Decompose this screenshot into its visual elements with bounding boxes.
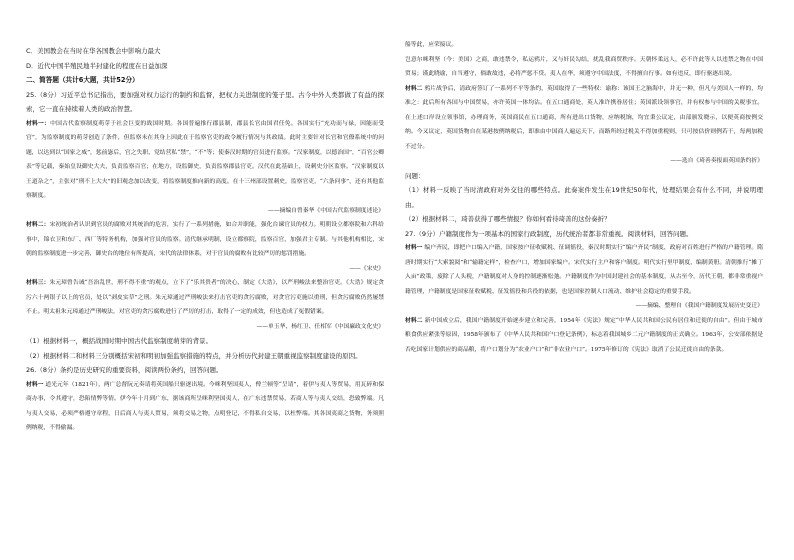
q27-material-1-source: ——摘编、整理自《我国户籍制度发展历史变迁》 [635,303,763,309]
material-text: 新中国成立后，我国户籍制度开始逐步建立和完善，1954年《宪法》规定“中华人民共和国公民有居住和迁徙的自由”。但由于城市粮食供应紧张等原因，1958年颁布了《中华人民共和国户口登记条例》，标志着我国城乡二元户籍制度的正式确立。1963年，公安部依据是否吃国家计划供应的商品粮，将户口划分为“农业户口”和“非农业户口”。1975年修订的《宪法》取消了公民迁徙自由的条款。 [405,317,764,353]
q25-material-1-source: ——摘编自曾秦华《中国古代监察制度述论》 [268,207,384,214]
q25-intro: 25.（8分）习近平总书记指出，要加强对权力运行的制约和监督，把权力关进制度的笼子里。古今中外人类都做了有益的探索，它一直在持续着人类的政治智慧。 [26,90,384,113]
option-d: D．近代中国半殖民地半封建化的程度在日益加深 [26,61,168,70]
material-text: 中国古代监察制度萌芽于社会巨变的战国时期。各国普遍推行郡县制，郡县长官由国君任免。各国实行“充功而与禄，因能而受官”，为监察制度的萌芽创造了条件，但监察未在其身上因此在于监察官吏的政令履行情况与其政绩。此时主要针对长官和官僚系统中的问题，以达到以“国家之威”，惩前毖后，官之失职、党结营私“禁”，“不”等；使秦汉时期的官员进行监察。“汉家制度，以德治国”，“百官公卿表”等记载，秦始皇设御史大夫，负责监察百官；在地方，设监御史，负责监察郡县官吏。汉代在此基础上，设刺史分区监察。“汉家制度以王道杂之”，主张对“刑不上大夫”的旧观念加以改变，将监察制度推向新的高度。在十三州部设置刺史，监察官吏，“六条问事”，还有其他监察制度。 [26,120,384,199]
material-label: 材料一 [405,245,423,251]
q26-material-2-source: ——选自《琦善奏报面英国条约折》 [670,158,763,164]
q26-question-2: （2）根据材料二，琦善获得了哪些情报？你如何看待琦善的这份奏折？ [405,215,611,223]
q25-material-2 [26,218,384,262]
q27-material-1 [405,241,763,299]
continued-text: 船等此，应荣接议。 [405,42,458,48]
q25-material-3-source: ——单玉华、杨红卫、任相军《中国廉政文化史》 [256,323,384,330]
q26-intro: 26.（8分）条约是历史研究的重要资料，阅读两份条约，回答问题。 [26,366,223,374]
questions-label: 问题： [405,171,425,180]
q25-question-2: （2）根据材料二和材料三分别概括宋初和明初加强监察措施的特点，并分析历代封建王朝重视监察制度建设的原因。 [26,351,362,360]
q25-material-3 [26,276,384,320]
q25-material-1 [26,117,384,204]
q26-material-2 [405,82,763,155]
q26-material-1-cont: 岂意尔咪利坚（今：美国）之商，敢违禁令，私运鸦片，又与奸民勾结，扰乱我商贸秩序。天朝怀柔远人，必不许此等人以违禁之物在中国贸易；谨此晓谕，自当遵守，倘敢故违，必将严惩不贷。夷人在华，须遵守中国法度，不得擅自行事。如有违反，即行驱逐出境。 [405,56,763,77]
q25-material-2-source: ——《宋史》 [349,265,384,272]
material-label: 材料三： [26,280,50,286]
material-label: 材料一： [26,120,51,127]
material-label: 材料一 [26,381,44,388]
right-column [405,38,763,357]
q25-question-1: （1）根据材料一，概括战国时期中国古代监察制度萌芽的背景。 [26,337,213,345]
q26-material-1 [26,378,384,436]
material-label: 材料二 [405,85,423,92]
section-heading: 二、简答题（共计6大题，共计52分） [26,76,139,84]
material-text: 道光元年（1821年），两广总督阮元奏请将英国船只驱逐出境。今咪利坚国夷人，俾兰顿等“呈请”，着伊与夷人等贸易，用瓦碎和保商办事，令其遵守，恐陷情弊等情。伊今年十月到广东，据该商所呈咪利坚国夷人，在广东违禁贸易，若商人等与夷人交结，恐致弊端。凡与夷人交易，必须严格遵守章程，日后商人与夷人贸易，须将交易之物，点明登记，不得私自交易，以杜弊端。其各国夷商之货物，务须照例纳税，不得偷漏。 [26,381,384,431]
material-label: 材料二： [26,222,50,228]
material-text: 编户齐民，即把户口编入户籍，国家按户征收赋税、征调徭役，秦汉时期实行“编户齐民”制度，政府对百姓进行严格的户籍管理。隋唐时期实行“大索貌阅”和“输籍定样”，检查户口，增加国家编户。宋代实行主户和客户制度。明代实行里甲制度，编制黄册。清朝推行“摊丁入亩”政策，废除了人头税，户籍制度对人身的控制逐渐松弛。户籍制度作为中国封建社会的基本制度，从古至今，历代王朝，都非常重视户籍管理，户籍制度是国家征收赋税、征发徭役和兵役的依据，也是国家控制人口流动、维护社会稳定的重要手段。 [405,245,763,295]
material-text: 朱元璋曾告诫“吾治乱世，刑不得不重”的观点，立下了“乐其贵者”的决心，制定《大诰》，以严刑峻法来整治官吏。《大诰》规定贪污六十两银子以上的官员，处以“剥皮实草”之刑。朱元璋通过严刑峻法来打击官吏的贪污腐败，对贪官污吏施以重刑，但贪污腐败仍然屡禁不止。明太祖朱元璋通过严刑峻法，对官吏的贪污腐败进行了严厉的打击，取得了一定的成效，但也造成了冤假错案。 [26,280,384,315]
q27-intro: 27.（9分）户籍制度作为一项基本的国家行政制度，历代统治者都非常重视。阅读材料，回答问题。 [405,229,693,238]
material-text: 鸦片战争后，清政府签订了一系列不平等条约，英国取得了一些特权：谕称：该国王之脑海中，并无一种，但凡与美国人一样的，均准之：此后所有各国与中国贸易，亦许英国一体均沾。在五口通商处，英人准许携眷居住；英国派设领事官，并有权参与中国的关税事宜。在上述口岸设立领事馆，办理商务，英国商民在五口通商，所有进出口货物，应纳税饷，均宜秉公议定，由部颁发晓示，以便英商按例交纳。今又议定，英国货物自在某港按例纳税后，即准由中国商人遍运天下，而路所经过税关不得加重税则，只可按估价则例若干，每两加税不过分。 [405,85,763,150]
left-column [26,44,384,436]
option-c: C．美国教会在当时在华各国教会中影响力最大 [26,47,161,55]
q27-material-2 [405,314,763,358]
material-text: 宋初统治者认识到官员的腐败对其统治的危害，实行了一系列措施，如合并职能，强化台谏官员的权力。明朝设立都察院和六科给事中，锦衣卫和东厂、西厂等特务机构，加强对官员的监察。清代继承明制，设立都察院，监察百官，加强君主专制。与其他机构相比，宋朝的监察制度进一步完善，御史台的地位有所提高，宋代的法律体系，对于官员的腐败有比较严厉的惩罚措施。 [26,222,384,257]
material-label: 材料二 [405,317,423,324]
q26-question-1: （1）材料一反映了当时清政府对外交往的哪些特点。此奏案件发生在19世纪50年代，处理结果会有什么不同，并说明理由。 [405,186,763,209]
